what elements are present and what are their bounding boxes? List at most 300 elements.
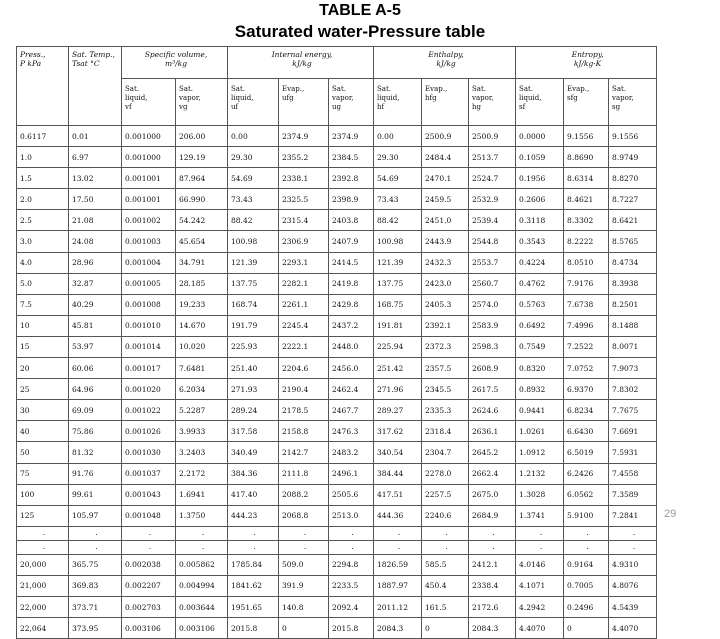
table-row — [17, 231, 657, 252]
table-cell: 7.9176 — [564, 273, 609, 294]
table-cell: 2432.3 — [422, 252, 469, 273]
table-cell: 340.49 — [228, 442, 279, 463]
table-cell: 4.1071 — [516, 575, 564, 596]
table-cell: 2598.3 — [469, 336, 516, 357]
table-cell: 2142.7 — [279, 442, 329, 463]
table-row — [17, 315, 657, 336]
table-cell: 2496.1 — [329, 463, 374, 484]
table-row — [17, 294, 657, 315]
table-cell: 2338.1 — [279, 168, 329, 189]
table-cell: 2553.7 — [469, 252, 516, 273]
table-cell: 0.00 — [228, 126, 279, 147]
table-cell: 125 — [17, 505, 69, 526]
table-cell: 2414.5 — [329, 252, 374, 273]
table-cell: 0.3543 — [516, 231, 564, 252]
table-cell: 0.4224 — [516, 252, 564, 273]
table-cell: 0 — [279, 618, 329, 639]
table-cell: 2222.1 — [279, 336, 329, 357]
table-cell: 7.0752 — [564, 358, 609, 379]
table-cell: 2304.7 — [422, 442, 469, 463]
table-cell: 2405.3 — [422, 294, 469, 315]
table-cell: 4.0146 — [516, 554, 564, 575]
ellipsis-cell: . — [228, 540, 279, 554]
group-header-enthalpy: Enthalpy, kJ/kg — [374, 47, 516, 79]
table-cell: 0.004994 — [176, 575, 228, 596]
table-cell: 271.93 — [228, 379, 279, 400]
table-cell: 25 — [17, 379, 69, 400]
table-cell: 5.0 — [17, 273, 69, 294]
table-subtitle: Saturated water-Pressure table — [234, 22, 486, 41]
table-cell: 168.74 — [228, 294, 279, 315]
table-cell: 444.36 — [374, 505, 422, 526]
table-cell: 129.19 — [176, 147, 228, 168]
table-cell: 53.97 — [69, 336, 122, 357]
col-header-pressure: Press., P kPa — [17, 47, 69, 126]
table-cell: 2500.9 — [422, 126, 469, 147]
table-row — [17, 379, 657, 400]
table-cell: 91.76 — [69, 463, 122, 484]
table-cell: 369.83 — [69, 575, 122, 596]
table-cell: 9.1556 — [564, 126, 609, 147]
table-cell: 0.001004 — [122, 252, 176, 273]
table-cell: 0.8932 — [516, 379, 564, 400]
ellipsis-cell: . — [374, 526, 422, 540]
ellipsis-cell: . — [516, 526, 564, 540]
table-cell: 66.990 — [176, 189, 228, 210]
table-row — [17, 554, 657, 575]
table-cell: 10.020 — [176, 336, 228, 357]
table-cell: 5.2287 — [176, 400, 228, 421]
table-cell: 3.2403 — [176, 442, 228, 463]
table-cell: 2470.1 — [422, 168, 469, 189]
table-cell: 4.4070 — [609, 618, 657, 639]
table-cell: 2624.6 — [469, 400, 516, 421]
table-cell: 2560.7 — [469, 273, 516, 294]
table-cell: 8.6314 — [564, 168, 609, 189]
table-cell: 2355.2 — [279, 147, 329, 168]
table-cell: 7.2841 — [609, 505, 657, 526]
table-cell: 73.43 — [374, 189, 422, 210]
table-cell: 585.5 — [422, 554, 469, 575]
table-row — [17, 505, 657, 526]
table-cell: 373.95 — [69, 618, 122, 639]
table-cell: 15 — [17, 336, 69, 357]
table-cell: 8.5765 — [609, 231, 657, 252]
table-cell: 161.5 — [422, 596, 469, 617]
ellipsis-cell: . — [422, 526, 469, 540]
table-row — [17, 252, 657, 273]
table-cell: 7.2522 — [564, 336, 609, 357]
table-row — [17, 575, 657, 596]
table-cell: 2392.1 — [422, 315, 469, 336]
table-cell: 2429.8 — [329, 294, 374, 315]
table-cell: 2505.6 — [329, 484, 374, 505]
table-cell: 0.2496 — [564, 596, 609, 617]
ellipsis-cell: . — [17, 526, 69, 540]
table-cell: 8.1488 — [609, 315, 657, 336]
table-row — [17, 596, 657, 617]
table-cell: 2257.5 — [422, 484, 469, 505]
table-cell: 6.8234 — [564, 400, 609, 421]
table-row — [17, 273, 657, 294]
table-cell: 0.001022 — [122, 400, 176, 421]
table-cell: 81.32 — [69, 442, 122, 463]
table-cell: 137.75 — [228, 273, 279, 294]
table-cell: 2617.5 — [469, 379, 516, 400]
col-subheader: Sat. liquid, vf — [122, 79, 176, 126]
ellipsis-cell: . — [17, 540, 69, 554]
table-cell: 8.6421 — [609, 210, 657, 231]
table-cell: 2015.8 — [228, 618, 279, 639]
table-cell: 2662.4 — [469, 463, 516, 484]
ellipsis-cell: . — [516, 540, 564, 554]
table-cell: 1.0912 — [516, 442, 564, 463]
ellipsis-cell: . — [609, 540, 657, 554]
table-cell: 384.36 — [228, 463, 279, 484]
table-row — [17, 336, 657, 357]
table-cell: 4.2942 — [516, 596, 564, 617]
table-cell: 88.42 — [374, 210, 422, 231]
table-cell: 2574.0 — [469, 294, 516, 315]
table-cell: 2419.8 — [329, 273, 374, 294]
table-cell: 289.27 — [374, 400, 422, 421]
table-cell: 0.003106 — [176, 618, 228, 639]
table-cell: 0.002207 — [122, 575, 176, 596]
table-cell: 2500.9 — [469, 126, 516, 147]
table-cell: 373.71 — [69, 596, 122, 617]
table-cell: 0.001043 — [122, 484, 176, 505]
table-cell: 2261.1 — [279, 294, 329, 315]
table-cell: 2282.1 — [279, 273, 329, 294]
table-cell: 24.08 — [69, 231, 122, 252]
table-cell: 2374.9 — [329, 126, 374, 147]
table-cell: 40.29 — [69, 294, 122, 315]
table-cell: 2084.3 — [374, 618, 422, 639]
col-subheader: Sat. vapor, ug — [329, 79, 374, 126]
table-cell: 54.69 — [228, 168, 279, 189]
table-cell: 2459.5 — [422, 189, 469, 210]
table-row — [17, 400, 657, 421]
table-cell: 2335.3 — [422, 400, 469, 421]
table-cell: 0.0000 — [516, 126, 564, 147]
table-cell: 2278.0 — [422, 463, 469, 484]
table-cell: 0.001005 — [122, 273, 176, 294]
table-cell: 2583.9 — [469, 315, 516, 336]
table-cell: 0.7549 — [516, 336, 564, 357]
table-cell: 2403.8 — [329, 210, 374, 231]
header-row-groups — [17, 47, 657, 79]
table-title: TABLE A-5 — [319, 2, 401, 19]
table-cell: 2345.5 — [422, 379, 469, 400]
table-cell: 2448.0 — [329, 336, 374, 357]
table-cell: 7.6481 — [176, 358, 228, 379]
table-cell: 2684.9 — [469, 505, 516, 526]
table-row — [17, 189, 657, 210]
table-cell: 0.001000 — [122, 147, 176, 168]
table-cell: 2294.8 — [329, 554, 374, 575]
table-cell: 2338.4 — [469, 575, 516, 596]
table-cell: 6.6430 — [564, 421, 609, 442]
table-cell: 450.4 — [422, 575, 469, 596]
table-cell: 1826.59 — [374, 554, 422, 575]
table-cell: 4.8076 — [609, 575, 657, 596]
table-cell: 1.2132 — [516, 463, 564, 484]
table-cell: 0 — [564, 618, 609, 639]
table-cell: 1.3750 — [176, 505, 228, 526]
table-cell: 2675.0 — [469, 484, 516, 505]
table-cell: 7.6738 — [564, 294, 609, 315]
table-cell: 121.39 — [228, 252, 279, 273]
col-subheader: Evap., hfg — [422, 79, 469, 126]
ellipsis-cell: . — [176, 540, 228, 554]
table-cell: 1.0261 — [516, 421, 564, 442]
table-cell: 2462.4 — [329, 379, 374, 400]
table-cell: 2398.9 — [329, 189, 374, 210]
table-cell: 2443.9 — [422, 231, 469, 252]
ellipsis-cell: . — [469, 526, 516, 540]
table-cell: 2325.5 — [279, 189, 329, 210]
ellipsis-cell: . — [374, 540, 422, 554]
table-cell: 4.0 — [17, 252, 69, 273]
table-cell: 140.8 — [279, 596, 329, 617]
table-row — [17, 442, 657, 463]
table-cell: 1785.84 — [228, 554, 279, 575]
table-cell: 8.8690 — [564, 147, 609, 168]
table-row — [17, 126, 657, 147]
table-cell: 4.9310 — [609, 554, 657, 575]
table-cell: 2636.1 — [469, 421, 516, 442]
table-cell: 417.51 — [374, 484, 422, 505]
ellipsis-cell: . — [422, 540, 469, 554]
table-cell: 100 — [17, 484, 69, 505]
table-cell: 168.75 — [374, 294, 422, 315]
table-cell: 7.6691 — [609, 421, 657, 442]
table-cell: 0.00 — [374, 126, 422, 147]
table-cell: 19.233 — [176, 294, 228, 315]
table-cell: 384.44 — [374, 463, 422, 484]
table-cell: 6.0562 — [564, 484, 609, 505]
table-row — [17, 210, 657, 231]
table-cell: 21,000 — [17, 575, 69, 596]
table-cell: 0.1956 — [516, 168, 564, 189]
table-cell: 317.62 — [374, 421, 422, 442]
col-subheader: Evap., ufg — [279, 79, 329, 126]
table-cell: 2483.2 — [329, 442, 374, 463]
group-header-specific-volume: Specific volume, m³/kg — [122, 47, 228, 79]
table-cell: 340.54 — [374, 442, 422, 463]
col-subheader: Evap., sfg — [564, 79, 609, 126]
table-cell: 2539.4 — [469, 210, 516, 231]
table-cell: 289.24 — [228, 400, 279, 421]
table-cell: 14.670 — [176, 315, 228, 336]
table-cell: 2608.9 — [469, 358, 516, 379]
table-cell: 3.9933 — [176, 421, 228, 442]
table-cell: 2532.9 — [469, 189, 516, 210]
table-cell: 105.97 — [69, 505, 122, 526]
ellipsis-cell: . — [329, 526, 374, 540]
table-cell: 8.2222 — [564, 231, 609, 252]
table-cell: 9.1556 — [609, 126, 657, 147]
table-cell: 0.003106 — [122, 618, 176, 639]
table-cell: 137.75 — [374, 273, 422, 294]
table-cell: 2544.8 — [469, 231, 516, 252]
table-cell: 2092.4 — [329, 596, 374, 617]
table-row — [17, 421, 657, 442]
ellipsis-cell: . — [609, 526, 657, 540]
table-cell: 3.0 — [17, 231, 69, 252]
table-cell: 2015.8 — [329, 618, 374, 639]
table-cell: 75.86 — [69, 421, 122, 442]
table-cell: 87.964 — [176, 168, 228, 189]
table-cell: 2407.9 — [329, 231, 374, 252]
table-cell: 1.6941 — [176, 484, 228, 505]
table-cell: 1841.62 — [228, 575, 279, 596]
table-cell: 7.3589 — [609, 484, 657, 505]
table-row — [17, 168, 657, 189]
table-cell: 13.02 — [69, 168, 122, 189]
ellipsis-cell: . — [279, 526, 329, 540]
table-cell: 8.4621 — [564, 189, 609, 210]
table-cell: 0.7005 — [564, 575, 609, 596]
table-cell: 4.5439 — [609, 596, 657, 617]
table-cell: 8.9749 — [609, 147, 657, 168]
table-cell: 73.43 — [228, 189, 279, 210]
table-cell: 2315.4 — [279, 210, 329, 231]
table-cell: 225.94 — [374, 336, 422, 357]
table-cell: 2524.7 — [469, 168, 516, 189]
table-cell: 191.81 — [374, 315, 422, 336]
table-cell: 0.001014 — [122, 336, 176, 357]
col-subheader: Sat. liquid, uf — [228, 79, 279, 126]
table-row — [17, 463, 657, 484]
table-cell: 6.2034 — [176, 379, 228, 400]
table-cell: 8.3938 — [609, 273, 657, 294]
table-cell: 2204.6 — [279, 358, 329, 379]
table-cell: 21.08 — [69, 210, 122, 231]
page-number: 29 — [664, 508, 677, 520]
table-cell: 2357.5 — [422, 358, 469, 379]
table-cell: 2293.1 — [279, 252, 329, 273]
table-cell: 8.8270 — [609, 168, 657, 189]
table-row — [17, 358, 657, 379]
table-cell: 30 — [17, 400, 69, 421]
ellipsis-cell: . — [228, 526, 279, 540]
table-cell: 0.2606 — [516, 189, 564, 210]
table-cell: 6.97 — [69, 147, 122, 168]
table-cell: 0 — [422, 618, 469, 639]
table-cell: 100.98 — [374, 231, 422, 252]
table-row — [17, 618, 657, 639]
table-cell: 0.001000 — [122, 126, 176, 147]
table-cell: 2384.5 — [329, 147, 374, 168]
table-cell: 2456.0 — [329, 358, 374, 379]
table-cell: 2240.6 — [422, 505, 469, 526]
table-cell: 22,000 — [17, 596, 69, 617]
ellipsis-cell: . — [69, 540, 122, 554]
table-cell: 2372.3 — [422, 336, 469, 357]
table-cell: 2437.2 — [329, 315, 374, 336]
table-cell: 2158.8 — [279, 421, 329, 442]
table-cell: 0.001010 — [122, 315, 176, 336]
table-cell: 8.4734 — [609, 252, 657, 273]
table-cell: 0.6492 — [516, 315, 564, 336]
table-cell: 6.5019 — [564, 442, 609, 463]
table-cell: 1.5 — [17, 168, 69, 189]
ellipsis-cell: . — [329, 540, 374, 554]
table-cell: 0.8320 — [516, 358, 564, 379]
table-cell: 206.00 — [176, 126, 228, 147]
table-cell: 2178.5 — [279, 400, 329, 421]
table-cell: 2111.8 — [279, 463, 329, 484]
table-cell: 22,064 — [17, 618, 69, 639]
table-cell: 2.5 — [17, 210, 69, 231]
table-cell: 7.4558 — [609, 463, 657, 484]
table-cell: 1887.97 — [374, 575, 422, 596]
table-cell: 75 — [17, 463, 69, 484]
table-cell: 8.0071 — [609, 336, 657, 357]
table-cell: 4.4070 — [516, 618, 564, 639]
table-cell: 417.40 — [228, 484, 279, 505]
table-cell: 0.001026 — [122, 421, 176, 442]
table-cell: 0.001048 — [122, 505, 176, 526]
table-cell: 40 — [17, 421, 69, 442]
table-cell: 8.7227 — [609, 189, 657, 210]
ellipsis-cell: . — [176, 526, 228, 540]
saturated-water-pressure-table — [16, 46, 657, 639]
table-cell: 99.61 — [69, 484, 122, 505]
table-cell: 2084.3 — [469, 618, 516, 639]
table-cell: 317.58 — [228, 421, 279, 442]
table-cell: 365.75 — [69, 554, 122, 575]
table-cell: 0.003644 — [176, 596, 228, 617]
table-cell: 0.001001 — [122, 168, 176, 189]
group-header-internal-energy: Internal energy, kJ/kg — [228, 47, 374, 79]
table-cell: 2513.0 — [329, 505, 374, 526]
table-cell: 1.3028 — [516, 484, 564, 505]
table-cell: 0.6117 — [17, 126, 69, 147]
table-cell: 0.9441 — [516, 400, 564, 421]
table-cell: 2412.1 — [469, 554, 516, 575]
table-cell: 1951.65 — [228, 596, 279, 617]
table-cell: 2392.8 — [329, 168, 374, 189]
table-cell: 6.9370 — [564, 379, 609, 400]
table-cell: 69.09 — [69, 400, 122, 421]
table-row — [17, 484, 657, 505]
table-cell: 2172.6 — [469, 596, 516, 617]
table-cell: 1.0 — [17, 147, 69, 168]
table-cell: 7.7675 — [609, 400, 657, 421]
table-cell: 2088.2 — [279, 484, 329, 505]
table-cell: 20 — [17, 358, 69, 379]
table-cell: 0.001001 — [122, 189, 176, 210]
table-cell: 0.005862 — [176, 554, 228, 575]
table-cell: 121.39 — [374, 252, 422, 273]
table-cell: 0.001002 — [122, 210, 176, 231]
table-cell: 54.242 — [176, 210, 228, 231]
table-cell: 251.42 — [374, 358, 422, 379]
table-cell: 391.9 — [279, 575, 329, 596]
table-cell: 0.002038 — [122, 554, 176, 575]
table-cell: 2011.12 — [374, 596, 422, 617]
table-cell: 100.98 — [228, 231, 279, 252]
table-cell: 64.96 — [69, 379, 122, 400]
table-cell: 2190.4 — [279, 379, 329, 400]
table-cell: 0.3118 — [516, 210, 564, 231]
col-subheader: Sat. liquid, sf — [516, 79, 564, 126]
ellipsis-cell: . — [564, 540, 609, 554]
table-cell: 50 — [17, 442, 69, 463]
table-cell: 191.79 — [228, 315, 279, 336]
